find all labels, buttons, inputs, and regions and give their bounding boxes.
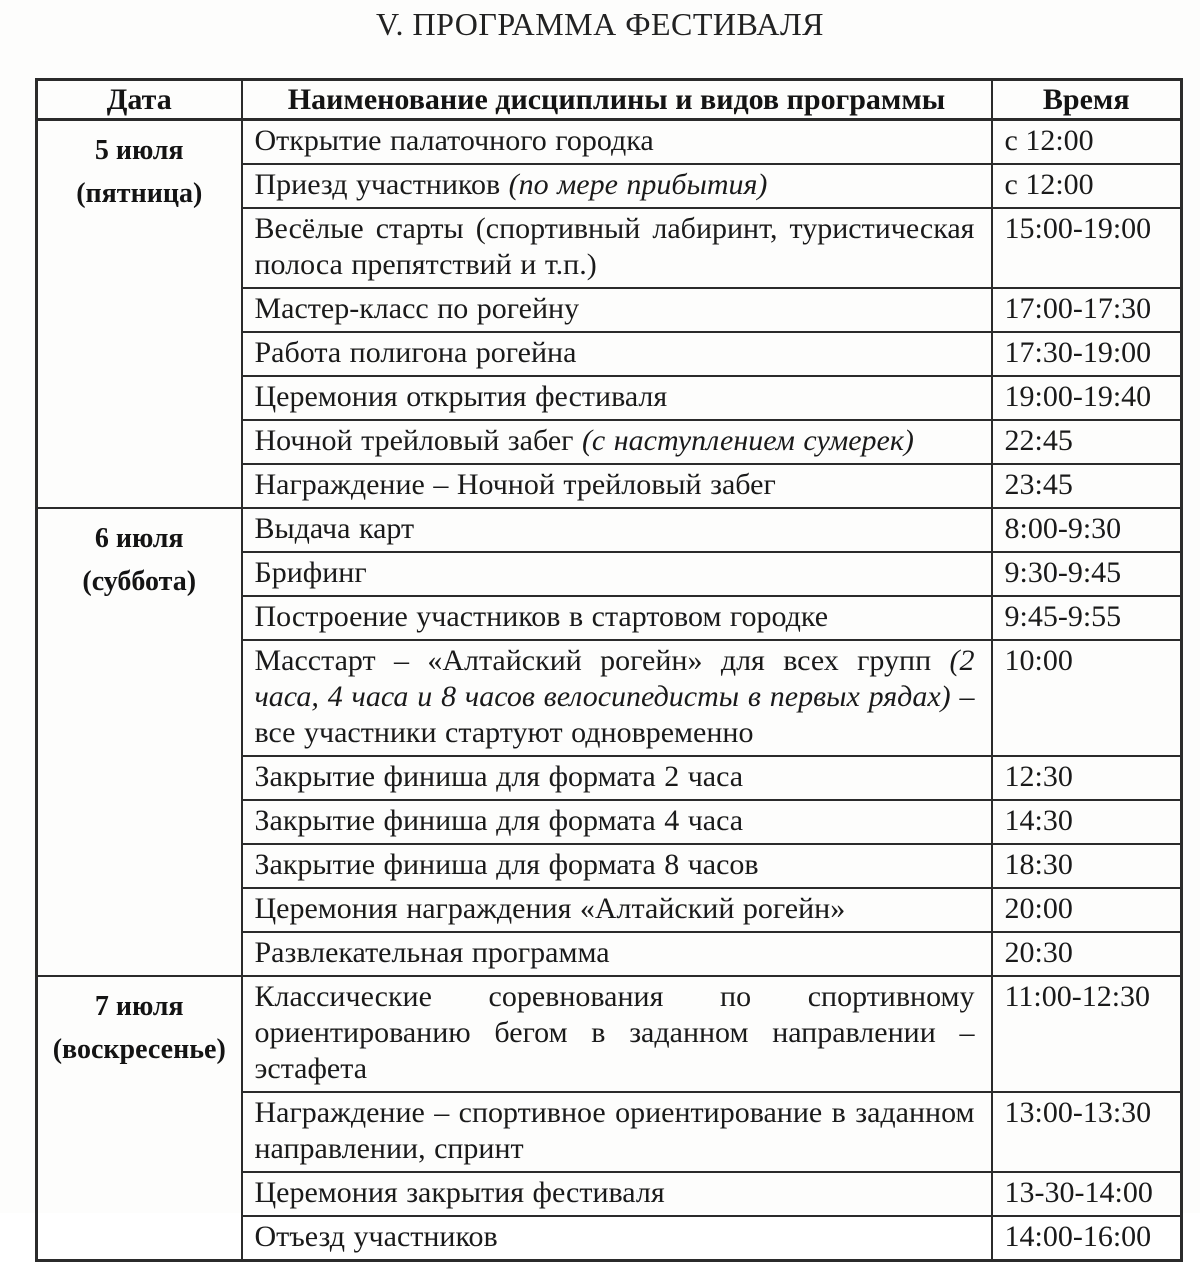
time-cell: 19:00-19:40	[992, 376, 1182, 420]
time-cell: 20:00	[992, 888, 1182, 932]
discipline-text: Закрытие финиша для формата 4 часа	[254, 804, 744, 837]
discipline-cell	[242, 756, 992, 800]
time-cell: 10:00	[992, 640, 1182, 756]
table-row	[37, 120, 1182, 165]
date-cell	[37, 508, 242, 976]
time-cell: 17:30-19:00	[992, 332, 1182, 376]
discipline-text: – все участники стартуют одновременно	[254, 680, 975, 749]
table-header-row	[37, 80, 1182, 120]
time-cell: 11:00-12:30	[992, 976, 1182, 1092]
column-header-date: Дата	[37, 80, 242, 120]
date-day-label: 5 июля	[94, 135, 184, 166]
discipline-text: Работа полигона рогейна	[254, 336, 577, 369]
column-header-time: Время	[992, 80, 1182, 120]
time-cell: 13-30-14:00	[992, 1172, 1182, 1216]
discipline-cell	[242, 844, 992, 888]
discipline-text: Церемония открытия фестиваля	[254, 380, 668, 413]
time-cell: 9:45-9:55	[992, 596, 1182, 640]
time-cell: 8:00-9:30	[992, 508, 1182, 552]
discipline-note-italic: (по мере прибытия)	[508, 168, 768, 201]
discipline-text: Церемония закрытия фестиваля	[254, 1176, 665, 1209]
discipline-cell	[242, 332, 992, 376]
date-weekday-label: (пятница)	[76, 178, 203, 210]
discipline-text: Масстарт – «Алтайский рогейн» для всех групп	[254, 644, 950, 677]
discipline-cell	[242, 888, 992, 932]
discipline-text: Закрытие финиша для формата 8 часов	[254, 848, 759, 881]
discipline-text: Отъезд участников	[254, 1220, 498, 1253]
discipline-cell	[242, 120, 992, 165]
discipline-text: Приезд участников	[254, 168, 509, 201]
time-cell: 18:30	[992, 844, 1182, 888]
date-day-label: 6 июля	[94, 523, 184, 554]
discipline-cell	[242, 640, 992, 756]
discipline-cell	[242, 596, 992, 640]
time-cell: 14:00-16:00	[992, 1216, 1182, 1261]
discipline-text: Брифинг	[254, 556, 367, 589]
date-weekday-label: (воскресенье)	[52, 1034, 226, 1066]
discipline-cell	[242, 420, 992, 464]
time-cell: 15:00-19:00	[992, 208, 1182, 288]
discipline-cell	[242, 976, 992, 1092]
discipline-text: Весёлые старты (спортивный лабиринт, туристическая полоса препятствий и т.п.)	[254, 212, 975, 281]
time-cell: 20:30	[992, 932, 1182, 976]
festival-program-table	[35, 78, 1183, 1262]
time-cell: 23:45	[992, 464, 1182, 508]
discipline-cell	[242, 208, 992, 288]
date-cell	[37, 120, 242, 509]
discipline-cell	[242, 508, 992, 552]
discipline-cell	[242, 1172, 992, 1216]
discipline-cell	[242, 1216, 992, 1261]
time-cell: 14:30	[992, 800, 1182, 844]
program-table-body	[37, 120, 1182, 1261]
discipline-cell	[242, 164, 992, 208]
discipline-text: Награждение – спортивное ориентирование в заданном направлении, спринт	[254, 1096, 975, 1165]
discipline-text: Выдача карт	[254, 512, 415, 545]
time-cell: 12:30	[992, 756, 1182, 800]
discipline-text: Награждение – Ночной трейловый забег	[254, 468, 776, 501]
time-cell: 13:00-13:30	[992, 1092, 1182, 1172]
discipline-cell	[242, 800, 992, 844]
date-cell	[37, 976, 242, 1261]
discipline-cell	[242, 288, 992, 332]
discipline-text: Классические соревнования по спортивному ориентированию бегом в заданном направлении – эстафета	[254, 980, 975, 1085]
time-cell: 9:30-9:45	[992, 552, 1182, 596]
discipline-text: Открытие палаточного городка	[254, 124, 654, 157]
time-cell: 17:00-17:30	[992, 288, 1182, 332]
discipline-cell	[242, 552, 992, 596]
discipline-note-italic: (2 часа, 4 часа и 8 часов велосипедисты в первых рядах)	[254, 644, 975, 713]
discipline-text: Построение участников в стартовом городке	[254, 600, 829, 633]
time-cell: 22:45	[992, 420, 1182, 464]
discipline-cell	[242, 464, 992, 508]
date-day-label: 7 июля	[94, 991, 184, 1022]
discipline-text: Ночной трейловый забег	[254, 424, 582, 457]
table-row	[37, 508, 1182, 552]
discipline-text: Церемония награждения «Алтайский рогейн»	[254, 892, 846, 925]
discipline-note-italic: (с наступлением сумерек)	[581, 424, 914, 457]
time-cell: с 12:00	[992, 164, 1182, 208]
column-header-discipline: Наименование дисциплины и видов программы	[242, 80, 992, 120]
discipline-text: Развлекательная программа	[254, 936, 610, 969]
discipline-cell	[242, 1092, 992, 1172]
time-cell: с 12:00	[992, 120, 1182, 165]
date-weekday-label: (суббота)	[82, 566, 197, 598]
page-title: V. ПРОГРАММА ФЕСТИВАЛЯ	[375, 6, 825, 42]
table-row	[37, 976, 1182, 1092]
discipline-text: Мастер-класс по рогейну	[254, 292, 580, 325]
discipline-cell	[242, 932, 992, 976]
discipline-text: Закрытие финиша для формата 2 часа	[254, 760, 744, 793]
discipline-cell	[242, 376, 992, 420]
